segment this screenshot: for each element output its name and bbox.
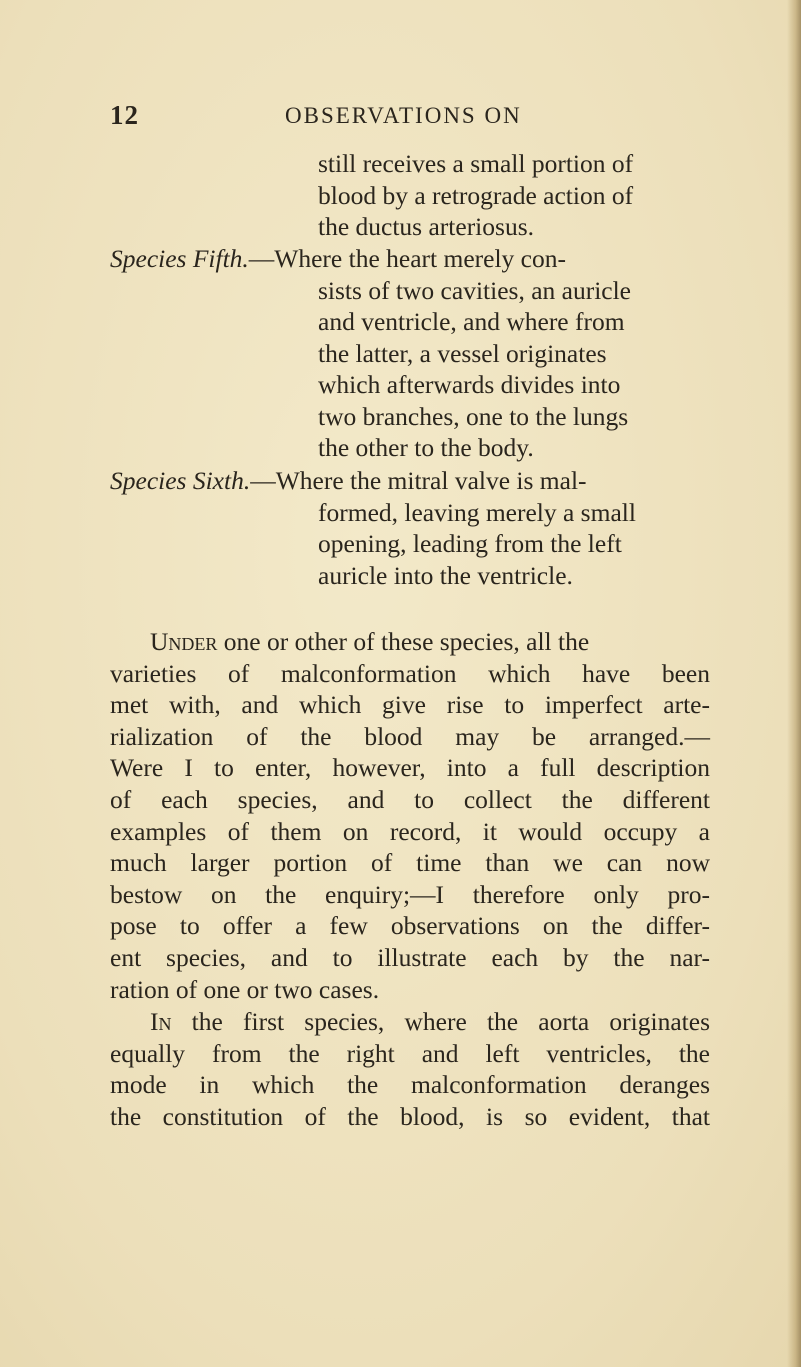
text-line: the constitution of the blood, is so evident, that bbox=[110, 1101, 710, 1131]
species-fifth-label: Species Fifth. bbox=[110, 244, 249, 273]
text-line: the other to the body. bbox=[318, 433, 534, 462]
continuation-text bbox=[110, 148, 710, 243]
text-line: formed, leaving merely a small bbox=[318, 497, 636, 527]
text-line: mode in which the malconformation deranges bbox=[110, 1070, 710, 1100]
text-line: rialization of the blood may be arranged.— bbox=[110, 721, 710, 751]
text-line: the ductus arteriosus. bbox=[318, 212, 534, 241]
text-line: pose to offer a few observations on the differ- bbox=[110, 911, 710, 941]
text-line bbox=[110, 626, 710, 658]
page-number: 12 bbox=[110, 100, 139, 130]
text-line: of each species, and to collect the different bbox=[110, 784, 710, 814]
paragraph-line: the first species, where the aorta originates bbox=[171, 1007, 710, 1036]
text-line: much larger portion of time than we can now bbox=[110, 848, 710, 878]
species-fifth-line: —Where the heart merely con- bbox=[248, 244, 566, 273]
paragraph-in bbox=[110, 1006, 710, 1132]
text-line: varieties of malconformation which have been bbox=[110, 658, 710, 688]
text-line: bestow on the enquiry;—I therefore only pro- bbox=[110, 879, 710, 909]
text-line: two branches, one to the lungs bbox=[318, 401, 629, 431]
text-line: and ventricle, and where from bbox=[318, 307, 625, 336]
page-edge-shadow bbox=[787, 0, 801, 1367]
species-fifth-entry bbox=[110, 243, 710, 464]
text-line bbox=[110, 243, 710, 275]
species-sixth-line: —Where the mitral valve is mal- bbox=[250, 466, 587, 495]
text-line: which afterwards divides into bbox=[318, 370, 621, 399]
text-line: Were I to enter, however, into a full description bbox=[110, 753, 710, 783]
text-line: ent species, and to illustrate each by the nar- bbox=[110, 942, 710, 972]
text-line bbox=[110, 1006, 710, 1038]
species-sixth-label: Species Sixth. bbox=[110, 466, 251, 495]
paragraph-line: one or other of these species, all the bbox=[217, 627, 590, 656]
paragraph-lead-word: Under bbox=[150, 627, 218, 656]
text-line: sists of two cavities, an auricle bbox=[318, 275, 631, 305]
text-line: examples of them on record, it would occupy a bbox=[110, 816, 710, 846]
text-line: met with, and which give rise to imperfect arte- bbox=[110, 690, 710, 720]
text-line: still receives a small portion of bbox=[318, 149, 634, 178]
paragraph-lead-word: In bbox=[150, 1007, 172, 1036]
species-sixth-entry bbox=[110, 465, 710, 591]
text-line: opening, leading from the left bbox=[318, 529, 622, 558]
text-line: the latter, a vessel originates bbox=[318, 338, 607, 368]
running-head: OBSERVATIONS ON bbox=[285, 103, 522, 128]
paragraph-under bbox=[110, 626, 710, 1005]
text-line: ration of one or two cases. bbox=[110, 974, 380, 1004]
text-line: equally from the right and left ventricles, the bbox=[110, 1038, 710, 1068]
page-header bbox=[110, 100, 710, 134]
text-line bbox=[110, 465, 710, 497]
text-line: auricle into the ventricle. bbox=[318, 560, 573, 590]
text-line: blood by a retrograde action of bbox=[318, 180, 634, 210]
